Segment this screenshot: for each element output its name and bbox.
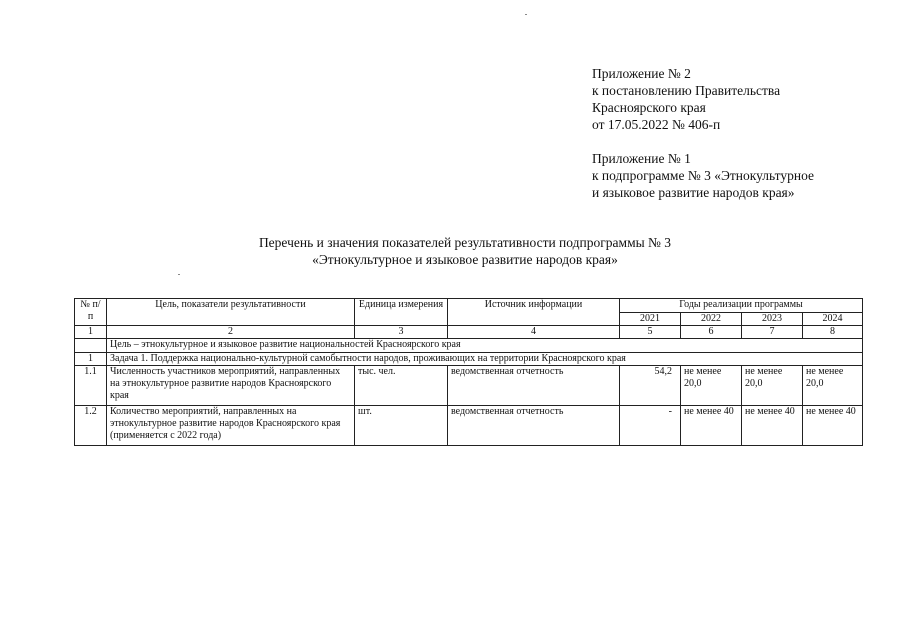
scan-speck (178, 274, 180, 275)
row-value-2021: - (620, 406, 681, 446)
row-value-2024: не менее 20,0 (803, 366, 863, 406)
appendix-1-line: и языковое развитие народов края» (592, 185, 795, 200)
header-year-2021: 2021 (620, 313, 681, 326)
appendix-1-block (592, 150, 814, 201)
appendix-2-line: к постановлению Правительства (592, 83, 781, 98)
row-value-2023: не менее 40 (742, 406, 803, 446)
goal-row-num-cell (75, 339, 107, 353)
row-value-2022: не менее 40 (681, 406, 742, 446)
appendix-1-line: к подпрограмме № 3 «Этнокультурное (592, 168, 815, 183)
column-number: 8 (803, 326, 863, 339)
column-number: 2 (107, 326, 355, 339)
appendix-2-line: Приложение № 2 (592, 66, 691, 81)
task-num: 1 (75, 353, 107, 366)
column-number: 1 (75, 326, 107, 339)
header-goal: Цель, показатели результативности (107, 299, 355, 326)
title-line-2: «Этнокультурное и языковое развитие народов края» (312, 252, 618, 267)
column-number: 5 (620, 326, 681, 339)
row-indicator: Количество мероприятий, направленных на этнокультурное развитие народов Красноярского края (применяется с 2022 года) (107, 406, 355, 446)
header-year-2022: 2022 (681, 313, 742, 326)
header-unit: Единица измерения (355, 299, 448, 326)
row-num: 1.2 (75, 406, 107, 446)
header-year-2023: 2023 (742, 313, 803, 326)
indicators-table (74, 298, 863, 446)
document-title (175, 234, 755, 268)
task-row (75, 353, 863, 366)
column-number: 6 (681, 326, 742, 339)
header-source: Источник информации (448, 299, 620, 326)
goal-text: Цель – этнокультурное и языковое развитие национальностей Красноярского края (107, 339, 863, 353)
row-value-2024: не менее 40 (803, 406, 863, 446)
row-indicator: Численность участников мероприятий, направленных на этнокультурное развитие народов Красноярского края (107, 366, 355, 406)
table-row (75, 406, 863, 446)
title-line-1: Перечень и значения показателей результативности подпрограммы № 3 (258, 235, 672, 250)
column-number: 4 (448, 326, 620, 339)
appendix-1-line: Приложение № 1 (592, 151, 691, 166)
goal-row (75, 339, 863, 353)
row-unit: тыс. чел. (355, 366, 448, 406)
scan-speck (525, 14, 527, 15)
table-row (75, 366, 863, 406)
column-number: 7 (742, 326, 803, 339)
task-text: Задача 1. Поддержка национально-культурной самобытности народов, проживающих на территории Красноярского края (107, 353, 863, 366)
appendix-2-line: Красноярского края (592, 100, 706, 115)
row-value-2023: не менее 20,0 (742, 366, 803, 406)
appendix-2-block (592, 65, 780, 133)
row-source: ведомственная отчетность (448, 366, 620, 406)
row-unit: шт. (355, 406, 448, 446)
row-value-2021: 54,2 (620, 366, 681, 406)
column-number-row (75, 326, 863, 339)
header-year-2024: 2024 (803, 313, 863, 326)
row-source: ведомственная отчетность (448, 406, 620, 446)
header-num: № п/п (75, 299, 107, 326)
column-number: 3 (355, 326, 448, 339)
row-value-2022: не менее 20,0 (681, 366, 742, 406)
header-years-group: Годы реализации программы (620, 299, 863, 313)
appendix-2-line: от 17.05.2022 № 406-п (592, 117, 721, 132)
row-num: 1.1 (75, 366, 107, 406)
